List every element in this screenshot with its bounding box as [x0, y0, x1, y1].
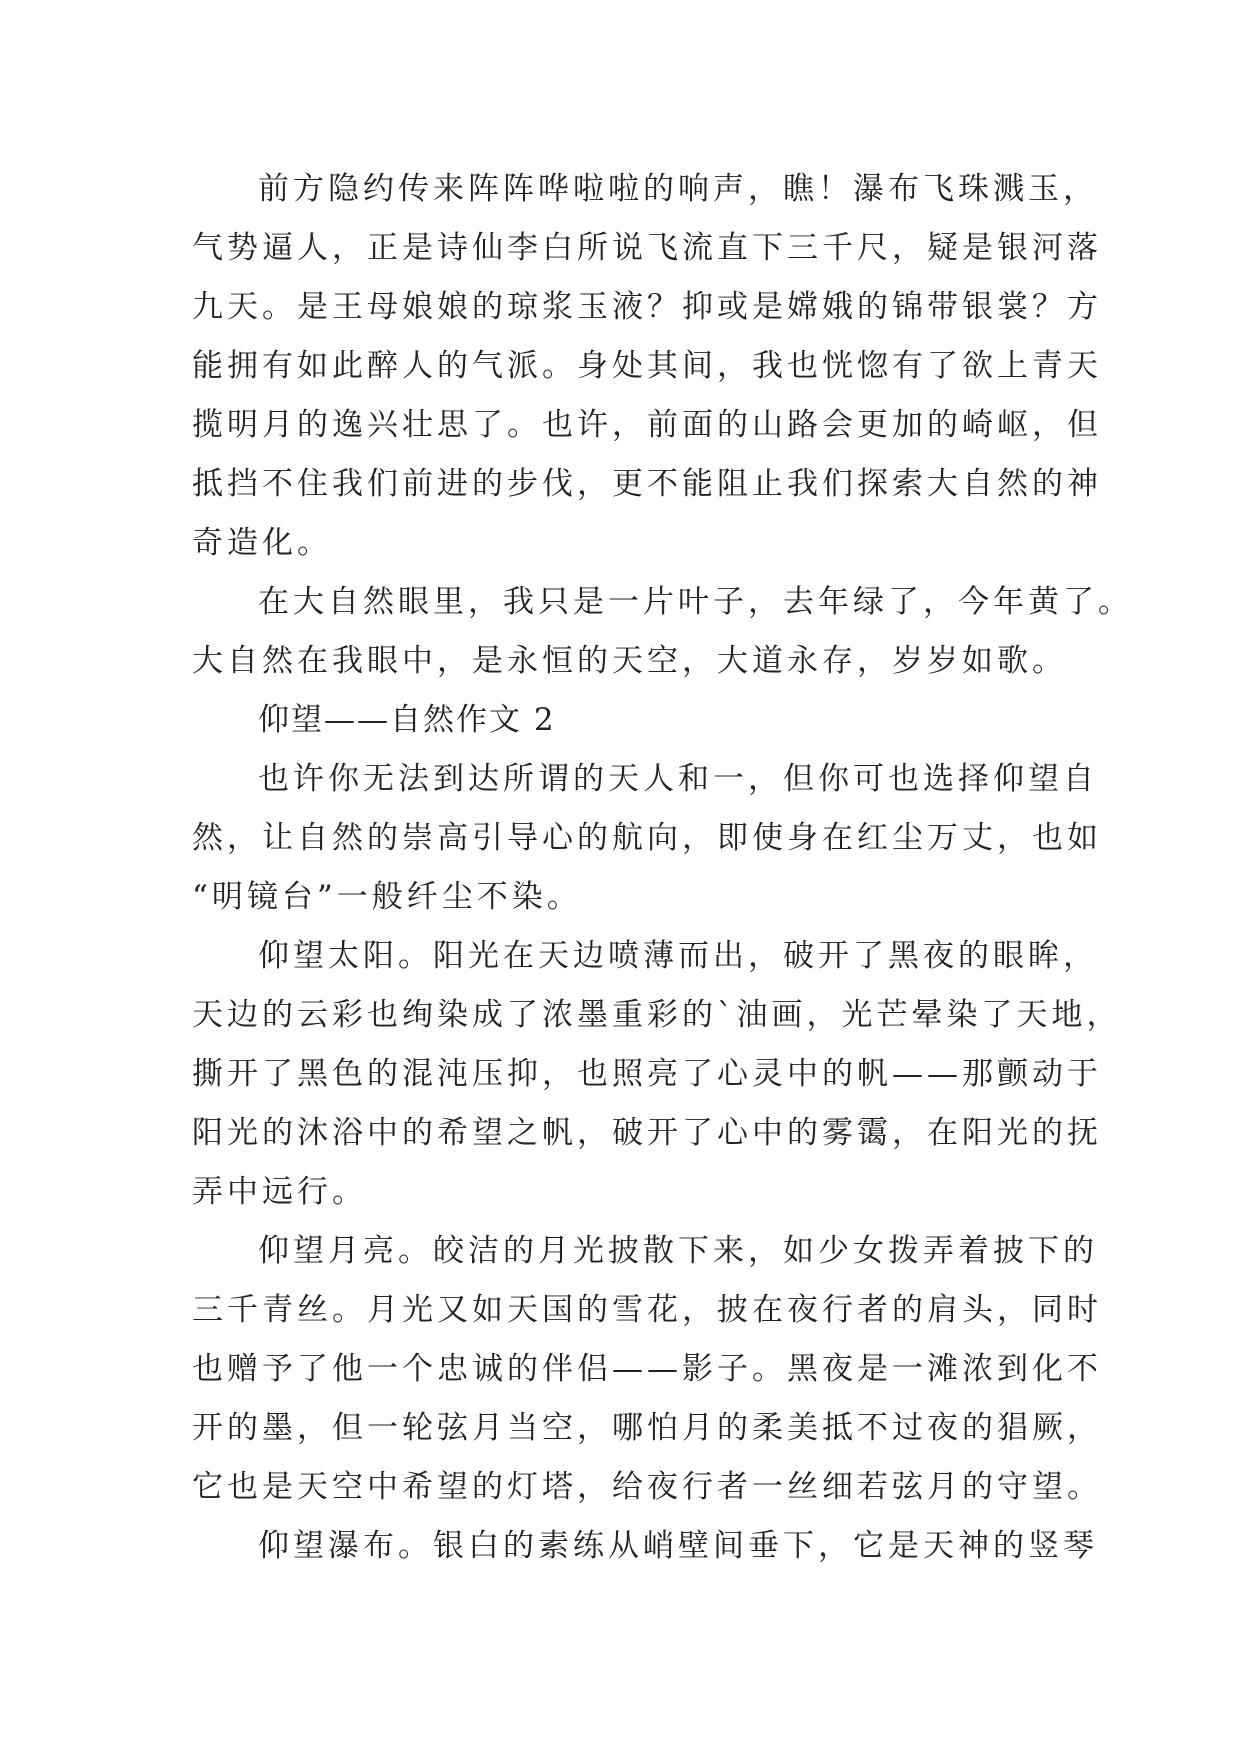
text-line: 能拥有如此醉人的气派。身处其间，我也恍惚有了欲上青天: [192, 348, 1102, 384]
text-line: 阳光的沐浴中的希望之帆，破开了心中的雾霭，在阳光的抚: [192, 1115, 1102, 1151]
text-line: 九天。是王母娘娘的琼浆玉液？抑或是嫦娥的锦带银裳？方: [192, 289, 1102, 325]
text-line: 仰望太阳。阳光在天边喷薄而出，破开了黑夜的眼眸，: [258, 938, 1098, 974]
text-line: 气势逼人，正是诗仙李白所说飞流直下三千尺，疑是银河落: [192, 230, 1102, 266]
text-line: 天边的云彩也绚染成了浓墨重彩的`油画，光芒晕染了天地，: [192, 997, 1122, 1033]
paragraph-look-up-moon: [192, 1222, 1102, 1517]
text-line: 仰望瀑布。银白的素练从峭壁间垂下，它是天神的竖琴: [258, 1528, 1098, 1564]
text-line: 它也是天空中希望的灯塔，给夜行者一丝细若弦月的守望。: [192, 1469, 1102, 1505]
document-body: [192, 160, 1133, 1576]
paragraph-look-up-waterfall: [192, 1517, 1098, 1576]
text-line: 然，让自然的崇高引导心的航向，即使身在红尘万丈，也如: [192, 820, 1102, 856]
text-line: 撕开了黑色的混沌压抑，也照亮了心灵中的帆——那颤动于: [192, 1056, 1102, 1092]
text-line: 抵挡不住我们前进的步伐，更不能阻止我们探索大自然的神: [192, 466, 1102, 502]
text-line: 奇造化。: [192, 525, 332, 561]
text-line: 也赠予了他一个忠诚的伴侣——影子。黑夜是一滩浓到化不: [192, 1351, 1102, 1387]
paragraph-look-up-nature: [192, 750, 1102, 927]
text-line: 弄中远行。: [192, 1174, 367, 1210]
text-line: 也许你无法到达所谓的天人和一，但你可也选择仰望自: [258, 761, 1098, 797]
text-line: 前方隐约传来阵阵哗啦啦的响声，瞧！瀑布飞珠溅玉，: [258, 171, 1098, 207]
paragraph-waterfall-scene: [192, 160, 1102, 573]
text-line: 大自然在我眼中，是永恒的天空，大道永存，岁岁如歌。: [192, 643, 1067, 679]
text-line: 开的墨，但一轮弦月当空，哪怕月的柔美抵不过夜的猖厥，: [192, 1410, 1102, 1446]
text-line: 三千青丝。月光又如天国的雪花，披在夜行者的肩头，同时: [192, 1292, 1102, 1328]
text-line: 在大自然眼里，我只是一片叶子，去年绿了，今年黄了。: [258, 584, 1133, 620]
paragraph-look-up-sun: [192, 927, 1122, 1222]
text-line: “明镜台”一般纤尘不染。: [192, 879, 582, 915]
text-line: 仰望月亮。皎洁的月光披散下来，如少女拨弄着披下的: [258, 1233, 1098, 1269]
paragraph-leaf-reflection: [192, 573, 1133, 691]
text-line: 揽明月的逸兴壮思了。也许，前面的山路会更加的崎岖，但: [192, 407, 1102, 443]
essay-title-text: 仰望——自然作文 2: [258, 702, 556, 738]
essay-title: [192, 691, 1072, 750]
